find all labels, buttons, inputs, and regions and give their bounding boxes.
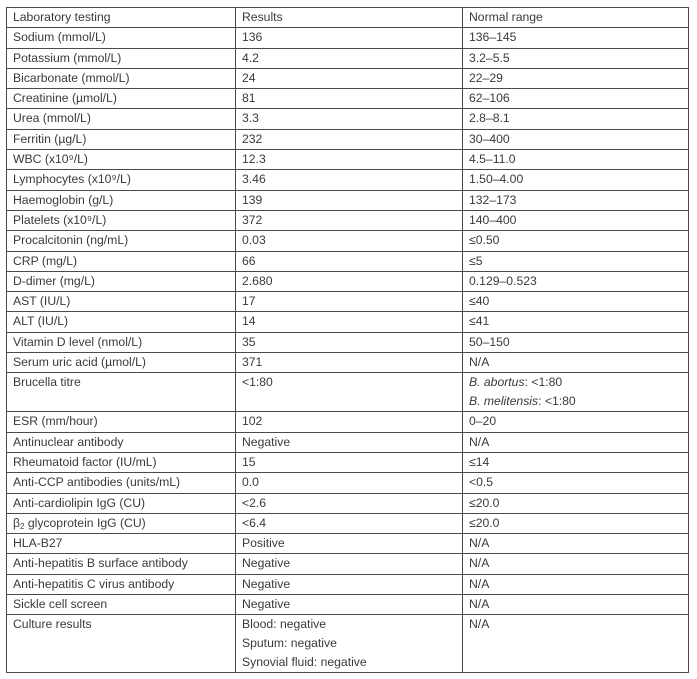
table-row — [7, 353, 689, 373]
test-result: Positive — [236, 534, 463, 554]
normal-range: N/A — [463, 432, 689, 452]
test-result: 35 — [236, 332, 463, 352]
test-result: Negative — [236, 574, 463, 594]
test-name: Vitamin D level (nmol/L) — [7, 332, 236, 352]
normal-range-brucella — [463, 373, 689, 412]
normal-range: N/A — [463, 574, 689, 594]
test-name: Haemoglobin (g/L) — [7, 190, 236, 210]
test-name: Anti-hepatitis C virus antibody — [7, 574, 236, 594]
table-row — [7, 170, 689, 190]
table-header-row — [7, 8, 689, 28]
test-result: 139 — [236, 190, 463, 210]
test-name: Sodium (mmol/L) — [7, 28, 236, 48]
test-result-culture — [236, 615, 463, 673]
normal-range: 136–145 — [463, 28, 689, 48]
test-result: 14 — [236, 312, 463, 332]
normal-range: 22–29 — [463, 68, 689, 88]
species-name: B. melitensis — [469, 394, 539, 409]
table-row — [7, 493, 689, 513]
test-name: Rheumatoid factor (IU/mL) — [7, 452, 236, 472]
normal-range: 62–106 — [463, 89, 689, 109]
normal-range: 2.8–8.1 — [463, 109, 689, 129]
normal-range: ≤0.50 — [463, 231, 689, 251]
normal-range: ≤14 — [463, 452, 689, 472]
table-row — [7, 595, 689, 615]
table-row-brucella — [7, 373, 689, 412]
test-name: Culture results — [7, 615, 236, 673]
normal-range: 4.5–11.0 — [463, 150, 689, 170]
test-name-suffix: glycoprotein IgG (CU) — [24, 515, 146, 530]
species-value: : <1:80 — [538, 394, 576, 409]
normal-range: N/A — [463, 534, 689, 554]
range-line-melitensis — [469, 394, 682, 409]
normal-range: ≤40 — [463, 292, 689, 312]
table-row — [7, 150, 689, 170]
test-result: 3.3 — [236, 109, 463, 129]
table-row — [7, 332, 689, 352]
test-result: 3.46 — [236, 170, 463, 190]
normal-range: <0.5 — [463, 473, 689, 493]
species-name: B. abortus — [469, 375, 525, 390]
test-result: Negative — [236, 432, 463, 452]
test-name: AST (IU/L) — [7, 292, 236, 312]
beta-symbol: β — [13, 515, 21, 530]
test-name: Urea (mmol/L) — [7, 109, 236, 129]
test-name: Ferritin (µg/L) — [7, 129, 236, 149]
test-name: Creatinine (µmol/L) — [7, 89, 236, 109]
test-result: 0.0 — [236, 473, 463, 493]
test-name: Anti-CCP antibodies (units/mL) — [7, 473, 236, 493]
table-row — [7, 109, 689, 129]
table-row — [7, 554, 689, 574]
culture-line-synovial: Synovial fluid: negative — [242, 655, 367, 670]
header-results: Results — [236, 8, 463, 28]
test-result: 372 — [236, 210, 463, 230]
test-name: WBC (x10⁹/L) — [7, 150, 236, 170]
table-row — [7, 210, 689, 230]
culture-line-blood: Blood: negative — [242, 617, 327, 632]
normal-range: ≤5 — [463, 251, 689, 271]
test-result: Negative — [236, 595, 463, 615]
test-name: Lymphocytes (x10⁹/L) — [7, 170, 236, 190]
table-row — [7, 129, 689, 149]
table-row — [7, 574, 689, 594]
table-row — [7, 412, 689, 432]
table-row — [7, 534, 689, 554]
test-name: Procalcitonin (ng/mL) — [7, 231, 236, 251]
normal-range: 140–400 — [463, 210, 689, 230]
normal-range: ≤20.0 — [463, 493, 689, 513]
table-row — [7, 251, 689, 271]
test-name: Anti-hepatitis B surface antibody — [7, 554, 236, 574]
table-row — [7, 473, 689, 493]
normal-range: ≤20.0 — [463, 513, 689, 533]
table-row-culture — [7, 615, 689, 673]
test-name: CRP (mg/L) — [7, 251, 236, 271]
test-name: Anti-cardiolipin IgG (CU) — [7, 493, 236, 513]
test-result: 102 — [236, 412, 463, 432]
test-result: 12.3 — [236, 150, 463, 170]
test-result: 4.2 — [236, 48, 463, 68]
normal-range: 50–150 — [463, 332, 689, 352]
test-name: Antinuclear antibody — [7, 432, 236, 452]
test-result: 2.680 — [236, 271, 463, 291]
beta-subscript: 2 — [20, 521, 25, 531]
table-row — [7, 452, 689, 472]
table-row-beta2 — [7, 513, 689, 533]
normal-range: 30–400 — [463, 129, 689, 149]
test-result: 24 — [236, 68, 463, 88]
test-result: 0.03 — [236, 231, 463, 251]
test-name: HLA-B27 — [7, 534, 236, 554]
table-row — [7, 231, 689, 251]
normal-range: N/A — [463, 353, 689, 373]
table-row — [7, 190, 689, 210]
test-name: Platelets (x10⁹/L) — [7, 210, 236, 230]
table-row — [7, 28, 689, 48]
test-result: <6.4 — [236, 513, 463, 533]
test-result: 17 — [236, 292, 463, 312]
test-result: 66 — [236, 251, 463, 271]
test-name: ALT (IU/L) — [7, 312, 236, 332]
normal-range: 0–20 — [463, 412, 689, 432]
test-result: Negative — [236, 554, 463, 574]
header-normal-range: Normal range — [463, 8, 689, 28]
table-row — [7, 432, 689, 452]
test-result: 15 — [236, 452, 463, 472]
test-name: Bicarbonate (mmol/L) — [7, 68, 236, 88]
lab-results-table — [6, 7, 689, 673]
test-name: Serum uric acid (µmol/L) — [7, 353, 236, 373]
test-result: 232 — [236, 129, 463, 149]
table-row — [7, 48, 689, 68]
test-name: D-dimer (mg/L) — [7, 271, 236, 291]
test-name: ESR (mm/hour) — [7, 412, 236, 432]
header-laboratory-testing: Laboratory testing — [7, 8, 236, 28]
range-line-abortus — [469, 375, 682, 394]
table-row — [7, 312, 689, 332]
normal-range: N/A — [463, 554, 689, 574]
species-value: : <1:80 — [524, 375, 563, 390]
test-result: <2.6 — [236, 493, 463, 513]
normal-range: ≤41 — [463, 312, 689, 332]
table-row — [7, 271, 689, 291]
test-result: <1:80 — [236, 373, 463, 412]
test-result: 136 — [236, 28, 463, 48]
test-name: Potassium (mmol/L) — [7, 48, 236, 68]
test-result: 371 — [236, 353, 463, 373]
table-row — [7, 292, 689, 312]
table-row — [7, 89, 689, 109]
normal-range: 132–173 — [463, 190, 689, 210]
normal-range: N/A — [463, 615, 689, 673]
normal-range: 0.129–0.523 — [463, 271, 689, 291]
test-name: Sickle cell screen — [7, 595, 236, 615]
test-name: Brucella titre — [7, 373, 236, 412]
normal-range: N/A — [463, 595, 689, 615]
table-row — [7, 68, 689, 88]
test-result: 81 — [236, 89, 463, 109]
normal-range: 1.50–4.00 — [463, 170, 689, 190]
culture-line-sputum: Sputum: negative — [242, 636, 337, 651]
test-name — [7, 513, 236, 533]
normal-range: 3.2–5.5 — [463, 48, 689, 68]
